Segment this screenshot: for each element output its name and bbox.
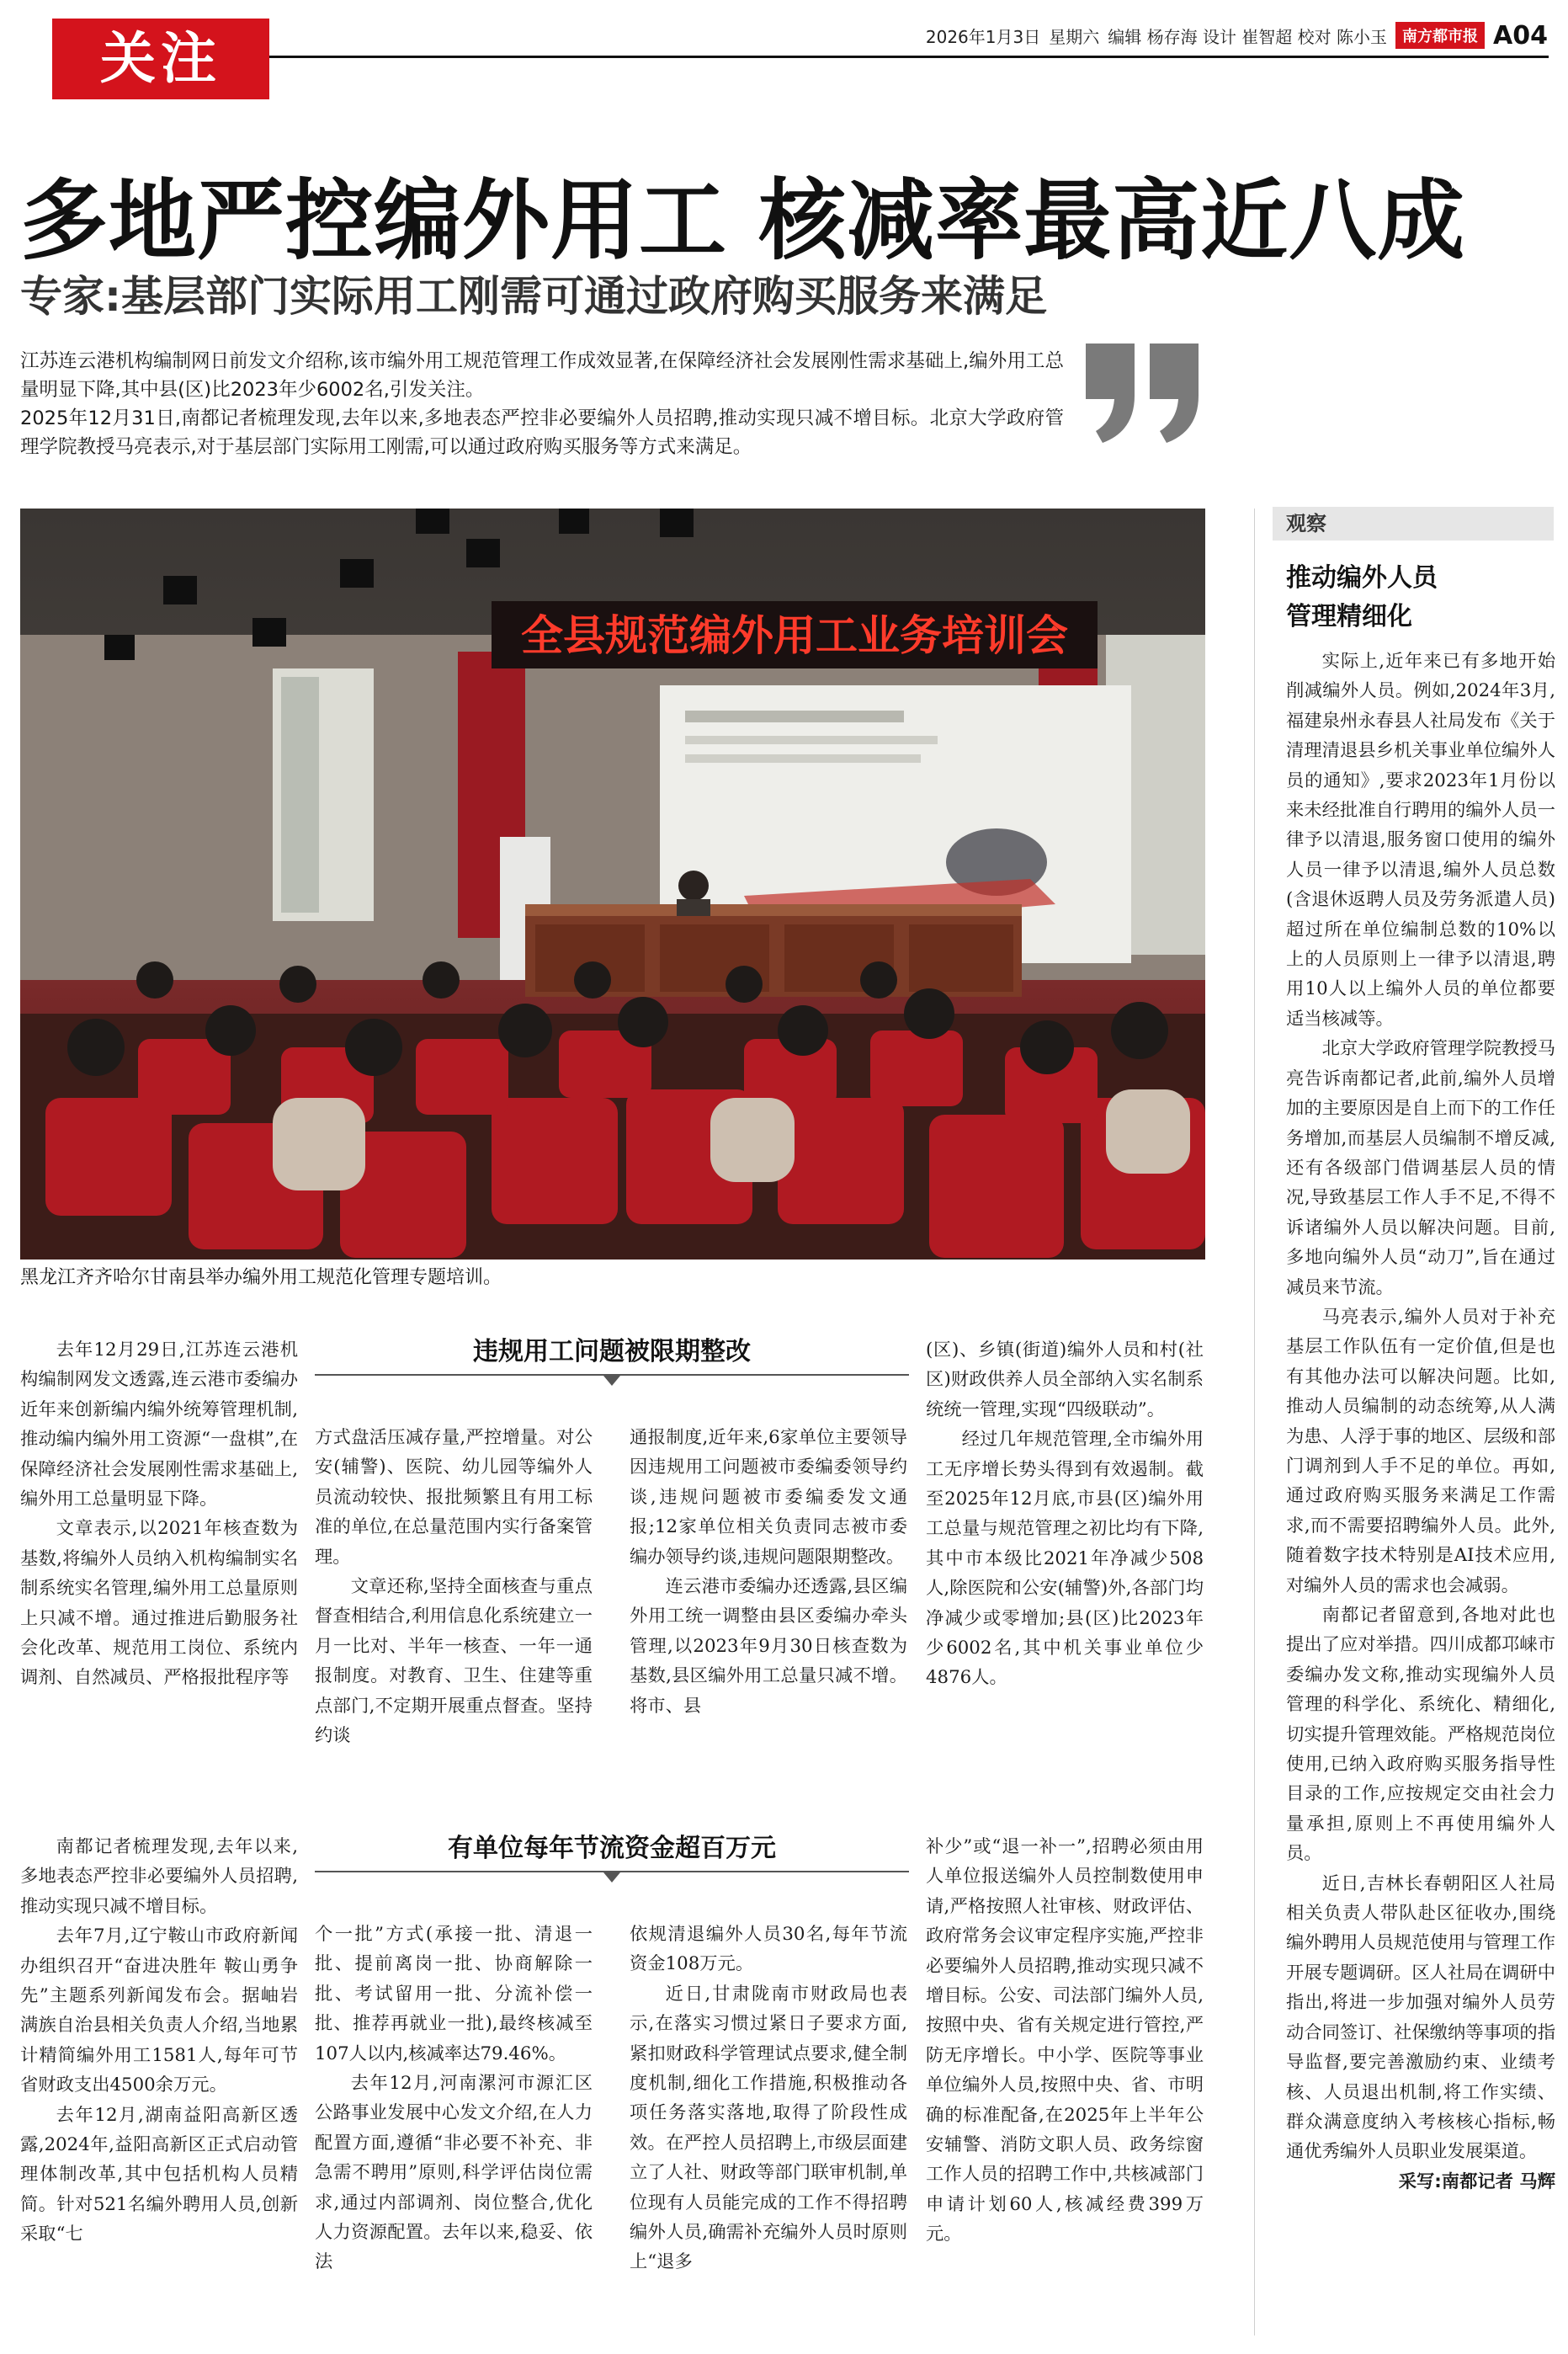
- article-paragraph: 南都记者梳理发现,去年以来,多地表态严控非必要编外人员招聘,推动实现只减不增目标。: [20, 1836, 298, 1917]
- editor-credits: 编辑 杨存海 设计 崔智超 校对 陈小玉: [1108, 26, 1388, 47]
- sidebar-paragraph: 北京大学政府管理学院教授马亮告诉南都记者,此前,编外人员增加的主要原因是自上而下的工作任务增加,而基层人员编制不增反减,还有各级部门借调基层人员的情况,导致基层工作人手不足,不得不诉诸编外人员以解决问题。目前,多地向编外人员“动刀”,旨在通过减员来节流。: [1286, 1038, 1555, 1298]
- photo-caption: 黑龙江齐齐哈尔甘南县举办编外用工规范化管理专题培训。: [20, 1267, 502, 1288]
- masthead-rule: [52, 56, 1549, 58]
- lead-paragraph: [20, 347, 1064, 461]
- training-photo: [20, 509, 1205, 1260]
- article-paragraph: 方式盘活压减存量,严控增量。对公安(辅警)、医院、幼儿园等编外人员流动较快、报批频繁且有用工标准的单位,在总量范围内实行备案管理。: [315, 1427, 593, 1568]
- article-paragraph: 去年12月29日,江苏连云港机构编制网发文透露,连云港市委编办近年来创新编内编外统筹管理机制,推动编内编外用工资源“一盘棋”,在保障经济社会发展刚性需求基础上,编外用工总量明显下降。: [20, 1339, 298, 1510]
- headline: 多地严控编外用工 核减率最高近八成: [20, 169, 1466, 272]
- section1-pointer-icon: [603, 1376, 620, 1386]
- section1-column-1: [20, 1335, 298, 1693]
- sidebar-title-line2: 管理精细化: [1286, 602, 1412, 631]
- section1-title-text: 违规用工问题被限期整改: [473, 1337, 751, 1366]
- article-paragraph: 去年12月,河南漯河市源汇区公路事业发展中心发文介绍,在人力配置方面,遵循“非必要不补充、非急需不聘用”原则,科学评估岗位需求,通过内部调剂、岗位整合,优化人力资源配置。去年以来,稳妥、依法: [315, 2073, 593, 2273]
- sidebar-paragraph: 实际上,近年来已有多地开始削减编外人员。例如,2024年3月,福建泉州永春县人社局发布《关于清理清退县乡机关事业单位编外人员的通知》,要求2023年1月份以来未经批准自行聘用的编外人员一律予以清退,服务窗口使用的编外人员一律予以清退,编外人员总数(含退休返聘人员及劳务派遣人员)超过所在单位编制总数的10%以上的人员原则上一律予以清退,聘用10人以上编外人员的单位都要适当核减等。: [1286, 651, 1555, 1030]
- article-paragraph: 经过几年规范管理,全市编外用工无序增长势头得到有效遏制。截至2025年12月底,市县(区)编外用工总量与规范管理之初比均有下降,其中市本级比2021年净减少508人,除医院和公安(辅警)外,各部门均净减少或零增加;县(区)比2023年少6002名,其中机关事业单位少4876人。: [926, 1429, 1204, 1689]
- section2-pointer-icon: [603, 1872, 620, 1883]
- section1-column-3: [630, 1423, 907, 1721]
- article-paragraph: 连云港市委编办还透露,县区编外用工统一调整由县区委编办牵头管理,以2023年9月30日核查数为基数,县区编外用工总量只减不增。将市、县: [630, 1576, 907, 1717]
- subheadline: 专家:基层部门实际用工刚需可通过政府购买服务来满足: [20, 272, 1047, 321]
- article-paragraph: 近日,甘肃陇南市财政局也表示,在落实习惯过紧日子要求方面,紧扣财政科学管理试点要求,健全制度机制,细化工作措施,积极推动各项任务落实落地,取得了阶段性成效。在严控人员招聘上,市级层面建立了人社、财政等部门联审机制,单位现有人员能完成的工作不得招聘编外人员,确需补充编外人员时原则上“退多: [630, 1983, 907, 2273]
- issue-date: 2026年1月3日: [925, 26, 1041, 47]
- article-paragraph: 依规清退编外人员30名,每年节流资金108万元。: [630, 1924, 907, 1975]
- page-number: A04: [1493, 20, 1548, 51]
- section2-title-text: 有单位每年节流资金超百万元: [448, 1834, 776, 1863]
- sidebar-paragraph: 马亮表示,编外人员对于补充基层工作队伍有一定价值,但是也有其他办法可以解决问题。比如,推动人员编制的动态统筹,从人满为患、人浮于事的地区、层级和部门调剂到人手不足的单位。再如,通过政府购买服务来满足工作需求,而不需要招聘编外人员。此外,随着数字技术特别是AI技术应用,对编外人员的需求也会减弱。: [1286, 1306, 1555, 1596]
- sidebar-tag: 观察: [1273, 507, 1554, 541]
- section1-column-4: [926, 1335, 1204, 1693]
- training-scene-illustration: [20, 509, 1205, 1260]
- sidebar-paragraph: 南都记者留意到,各地对此也提出了应对举措。四川成都邛崃市委编办发文称,推动实现编外人员管理的科学化、系统化、精细化,切实提升管理效能。严格规范岗位使用,已纳入政府购买服务指导性目录的工作,应按规定交由社会力量承担,原则上不再使用编外人员。: [1286, 1605, 1555, 1865]
- article-paragraph: 文章表示,以2021年核查数为基数,将编外人员纳入机构编制实名制系统实名管理,编外用工总量原则上只减不增。通过推进后勤服务社会化改革、规范用工岗位、系统内调剂、自然减员、严格报批程序等: [20, 1518, 298, 1689]
- article-paragraph: 个一批”方式(承接一批、清退一批、提前离岗一批、协商解除一批、考试留用一批、分流补偿一批、推荐再就业一批),最终核减至107人以内,核减率达79.46%。: [315, 1924, 593, 2064]
- newspaper-logo: 南方都市报: [1395, 22, 1485, 49]
- column-divider: [1254, 509, 1255, 2335]
- article-paragraph: (区)、乡镇(街道)编外人员和村(社区)财政供养人员全部纳入实名制系统统一管理,实现“四级联动”。: [926, 1339, 1204, 1420]
- issue-weekday: 星期六: [1049, 26, 1100, 47]
- section2-column-4: [926, 1832, 1204, 2250]
- lead-p2: 2025年12月31日,南都记者梳理发现,去年以来,多地表态严控非必要编外人员招聘,推动实现只减不增目标。北京大学政府管理学院教授马亮表示,对于基层部门实际用工刚需,可以通过政府购买服务等方式来满足。: [20, 407, 1064, 458]
- section2-column-3: [630, 1920, 907, 2277]
- section2-column-1: [20, 1832, 298, 2250]
- led-banner-text: 全县规范编外用工业务培训会: [521, 611, 1068, 660]
- lead-p1: 江苏连云港机构编制网日前发文介绍称,该市编外用工规范管理工作成效显著,在保障经济社会发展刚性需求基础上,编外用工总量明显下降,其中县(区)比2023年少6002名,引发关注。: [20, 350, 1064, 401]
- article-paragraph: 去年12月,湖南益阳高新区透露,2024年,益阳高新区正式启动管理体制改革,其中包括机构人员精简。针对521名编外聘用人员,创新采取“七: [20, 2104, 298, 2245]
- sidebar-paragraph: 近日,吉林长春朝阳区人社局相关负责人带队赴区征收办,围绕编外聘用人员规范使用与管理工作开展专题调研。区人社局在调研中指出,将进一步加强对编外人员劳动合同签订、社保缴纳等事项的指导监督,要完善激励约束、业绩考核、人员退出机制,将工作实绩、群众满意度纳入考核核心指标,畅通优秀编外人员职业发展渠道。: [1286, 1872, 1555, 2163]
- quote-mark-icon: [1079, 337, 1205, 446]
- section2-title: [315, 1825, 909, 1872]
- section1-title: [315, 1329, 909, 1376]
- sidebar-body: [1286, 647, 1555, 2197]
- article-paragraph: 补少”或“退一补一”,招聘必须由用人单位报送编外人员控制数使用申请,严格按照人社审核、财政评估、政府常务会议审定程序实施,严控非必要编外人员招聘,推动实现只减不增目标。公安、司法部门编外人员,按照中央、省有关规定进行管控,严防无序增长。中小学、医院等事业单位编外人员,按照中央、省、市明确的标准配备,在2025年上半年公安辅警、消防文职人员、政务综窗工作人员的招聘工作中,共核减部门申请计划60人,核减经费399万元。: [926, 1836, 1204, 2245]
- article-paragraph: 通报制度,近年来,6家单位主要领导因违规用工问题被市委编委领导约谈,违规问题被市委编委发文通报;12家单位相关负责同志被市委编办领导约谈,违规问题限期整改。: [630, 1427, 907, 1568]
- section2-column-2: [315, 1920, 593, 2277]
- byline: 采写:南都记者 马辉: [1398, 2170, 1555, 2192]
- sidebar-title-line1: 推动编外人员: [1286, 563, 1438, 593]
- article-paragraph: 文章还称,坚持全面核查与重点督查相结合,利用信息化系统建立一月一比对、半年一核查、一年一通报制度。对教育、卫生、住建等重点部门,不定期开展重点督查。坚持约谈: [315, 1576, 593, 1747]
- section1-column-2: [315, 1423, 593, 1750]
- sidebar-title: [1286, 559, 1555, 636]
- section-tag: 关注: [52, 19, 269, 99]
- article-paragraph: 去年7月,辽宁鞍山市政府新闻办组织召开“奋进决胜年 鞍山勇争先”主题系列新闻发布会。据岫岩满族自治县相关负责人介绍,当地累计精简编外用工1581人,每年可节省财政支出4500余万元。: [20, 1925, 298, 2096]
- masthead-info: [926, 17, 1548, 54]
